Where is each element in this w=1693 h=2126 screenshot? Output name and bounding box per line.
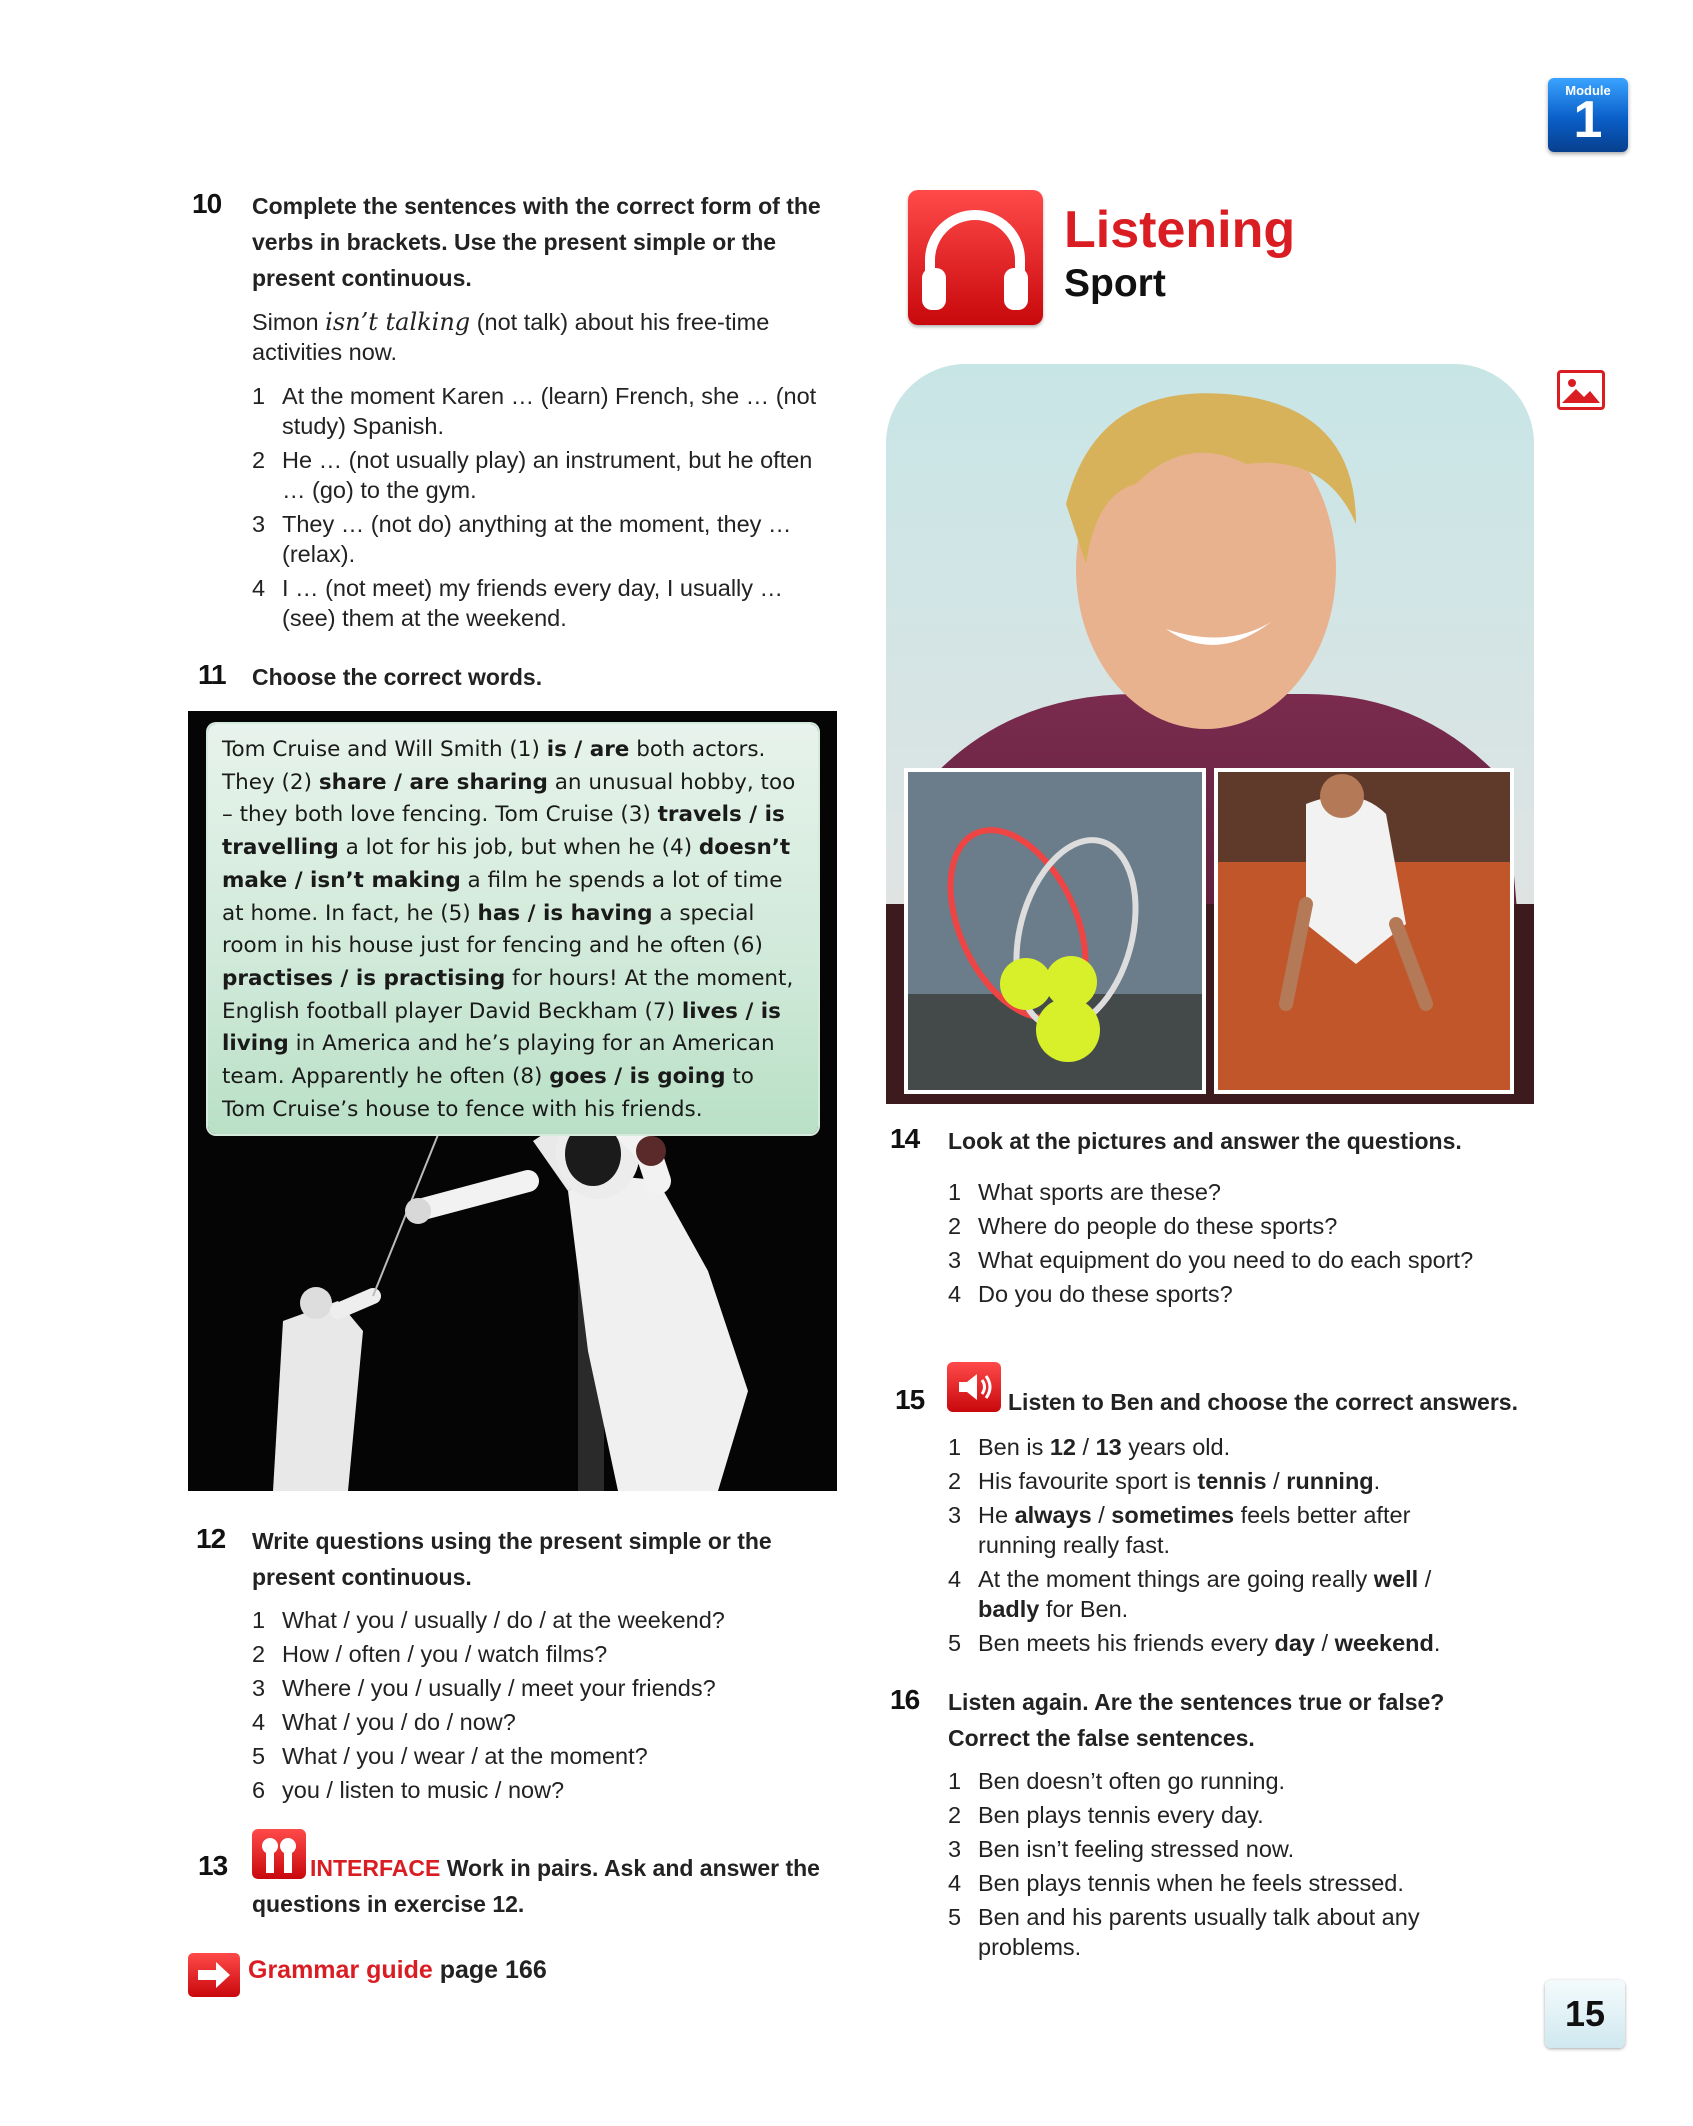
text-segment: Tom Cruise and Will Smith (1) <box>222 737 547 762</box>
module-badge <box>1548 78 1628 152</box>
module-number: 1 <box>1573 91 1603 149</box>
item-text <box>978 1500 1488 1560</box>
headphones-icon <box>908 190 1043 325</box>
item-text: What equipment do you need to do each sport? <box>978 1247 1474 1273</box>
text-segment: in America and he’s playing for an American team. Apparently he often (8) <box>222 1031 775 1090</box>
text-segment: years old. <box>1121 1434 1231 1460</box>
item-number: 1 <box>948 1434 962 1460</box>
answer-option[interactable]: doesn’t make / isn’t making <box>222 835 791 893</box>
grammar-guide-label: Grammar guide <box>248 1956 433 1984</box>
text-segment: / <box>1266 1468 1287 1494</box>
text-segment: to Tom Cruise’s house to fence with his friends. <box>222 1064 754 1122</box>
list-item <box>948 1766 1488 1796</box>
item-text: you / listen to music / now? <box>282 1777 565 1803</box>
item-number: 2 <box>252 1641 266 1667</box>
section-title: Listening <box>1064 201 1296 259</box>
item-text: They … (not do) anything at the moment, they … (relax). <box>282 511 792 567</box>
list-item <box>252 1707 842 1737</box>
item-text: Where do people do these sports? <box>978 1213 1338 1239</box>
answer-option[interactable]: lives / is living <box>222 998 781 1057</box>
exercise-10-list <box>252 381 842 637</box>
list-item <box>948 1245 1488 1275</box>
text-segment: for Ben. <box>1039 1596 1129 1622</box>
list-item <box>948 1628 1488 1658</box>
exercise-12-list <box>252 1605 842 1809</box>
section-subtitle: Sport <box>1064 262 1166 305</box>
grammar-guide-link[interactable] <box>248 1956 547 1985</box>
text-segment: / <box>1418 1566 1432 1592</box>
item-number: 3 <box>252 511 266 537</box>
answer-option[interactable]: badly <box>978 1596 1040 1622</box>
item-number: 1 <box>252 383 266 409</box>
answer-option[interactable]: tennis <box>1197 1468 1267 1494</box>
list-item <box>252 381 842 441</box>
item-text: What sports are these? <box>978 1179 1221 1205</box>
answer-option[interactable]: practises / is practising <box>222 965 506 991</box>
answer-option[interactable]: running <box>1286 1468 1374 1494</box>
item-number: 2 <box>252 447 266 473</box>
exercise-16-number: 16 <box>890 1684 920 1715</box>
text-segment: a lot for his job, but when he (4) <box>338 835 699 861</box>
list-item <box>948 1564 1488 1624</box>
item-text: Ben doesn’t often go running. <box>978 1768 1286 1794</box>
list-item <box>948 1800 1488 1830</box>
exercise-11-number: 11 <box>198 659 226 690</box>
text-segment: a special room in his house just for fencing and he often (6) <box>222 900 763 959</box>
list-item <box>948 1834 1488 1864</box>
exercise-13-instruction <box>252 1850 842 1922</box>
item-text: Do you do these sports? <box>978 1281 1233 1307</box>
item-number: 3 <box>252 1675 266 1701</box>
item-number: 5 <box>252 1743 266 1769</box>
item-text <box>978 1628 1488 1658</box>
answer-option[interactable]: day <box>1274 1630 1315 1656</box>
text-segment: Ben is <box>978 1434 1050 1460</box>
reading-text-box <box>208 724 818 1134</box>
answer-option[interactable]: travels / is travelling <box>222 802 785 861</box>
item-number: 4 <box>948 1281 962 1307</box>
exercise-14-instruction: Look at the pictures and answer the questions. <box>948 1128 1462 1154</box>
item-text: What / you / usually / do / at the weekend? <box>282 1607 725 1633</box>
exercise-15-number: 15 <box>895 1384 925 1415</box>
list-item <box>252 1639 842 1669</box>
item-number: 6 <box>252 1777 266 1803</box>
answer-option[interactable]: goes / is going <box>549 1064 726 1090</box>
item-number: 1 <box>948 1179 962 1205</box>
item-number: 4 <box>252 1709 266 1735</box>
reading-text <box>222 737 795 1122</box>
list-item <box>948 1500 1488 1560</box>
exercise-14-number: 14 <box>890 1123 920 1154</box>
list-item <box>252 1673 842 1703</box>
module-label: Module <box>1565 83 1611 98</box>
item-text: Ben plays tennis every day. <box>978 1802 1264 1828</box>
item-text: At the moment Karen … (learn) French, she … (not study) Spanish. <box>282 383 817 439</box>
list-item <box>948 1466 1488 1496</box>
exercise-13-number: 13 <box>198 1850 228 1881</box>
text-segment: / <box>1075 1434 1096 1460</box>
list-item <box>948 1177 1488 1207</box>
exercise-12-number: 12 <box>196 1523 226 1554</box>
example-after: (not talk) about his free-time activities now. <box>252 309 770 365</box>
item-text: What / you / wear / at the moment? <box>282 1743 648 1769</box>
list-item <box>252 1741 842 1771</box>
exercise-10-instruction: Complete the sentences with the correct form of the verbs in brackets. Use the present simple or the present continuous. <box>252 193 821 291</box>
answer-option[interactable]: always <box>1014 1502 1092 1528</box>
text-segment: . <box>1373 1468 1381 1494</box>
item-text: What / you / do / now? <box>282 1709 516 1735</box>
answer-option[interactable]: 13 <box>1095 1434 1122 1460</box>
list-item <box>252 1775 842 1805</box>
text-segment: a film he spends a lot of time at home. In fact, he (5) <box>222 867 783 926</box>
text-segment: an unusual hobby, too – they both love fencing. Tom Cruise (3) <box>222 769 796 828</box>
exercise-11-instruction: Choose the correct words. <box>252 664 543 690</box>
exercise-12-instruction: Write questions using the present simple or the present continuous. <box>252 1528 772 1590</box>
item-number: 3 <box>948 1502 962 1528</box>
exercise-14-list <box>948 1177 1488 1313</box>
item-text: He … (not usually play) an instrument, but he often … (go) to the gym. <box>282 447 813 503</box>
list-item <box>252 509 842 569</box>
answer-option[interactable]: share / are sharing <box>318 769 548 795</box>
item-number: 3 <box>948 1836 962 1862</box>
item-number: 2 <box>948 1802 962 1828</box>
text-segment: / <box>1315 1630 1335 1656</box>
exercise-15-list <box>948 1432 1488 1662</box>
audio-icon[interactable] <box>947 1362 1001 1412</box>
exercise-13-text: Work in pairs. Ask and answer the questions in exercise 12. <box>252 1855 820 1917</box>
text-segment: for hours! At the moment, English football player David Beckham (7) <box>222 965 794 1024</box>
item-number: 4 <box>948 1870 962 1896</box>
list-item <box>948 1211 1488 1241</box>
item-text <box>978 1432 1488 1462</box>
item-number: 2 <box>948 1213 962 1239</box>
answer-option[interactable]: 12 <box>1049 1434 1076 1460</box>
exercise-10-example <box>252 307 842 367</box>
list-item <box>252 445 842 505</box>
exercise-15-instruction: Listen to Ben and choose the correct answers. <box>1008 1389 1518 1415</box>
item-number: 2 <box>948 1468 962 1494</box>
item-text: I … (not meet) my friends every day, I usually … (see) them at the weekend. <box>282 575 784 631</box>
example-before: Simon <box>252 309 326 335</box>
item-text <box>978 1466 1488 1496</box>
exercise-16-list <box>948 1766 1488 1966</box>
item-number: 4 <box>948 1566 962 1592</box>
text-segment: feels better after running really fast. <box>978 1502 1411 1558</box>
exercise-10-number: 10 <box>192 188 222 219</box>
item-number: 3 <box>948 1247 962 1273</box>
list-item <box>252 1605 842 1635</box>
text-segment: both actors. They (2) <box>222 737 766 795</box>
item-text: Where / you / usually / meet your friends? <box>282 1675 716 1701</box>
item-text: Ben isn’t feeling stressed now. <box>978 1836 1295 1862</box>
text-segment: His favourite sport is <box>978 1468 1198 1494</box>
answer-option[interactable]: well <box>1373 1566 1419 1592</box>
text-segment: He <box>978 1502 1015 1528</box>
image-icon <box>1557 370 1605 410</box>
text-segment: Ben meets his friends every <box>978 1630 1275 1656</box>
answer-option[interactable]: has / is having <box>477 900 653 926</box>
item-number: 4 <box>252 575 266 601</box>
item-number: 1 <box>252 1607 266 1633</box>
list-item <box>252 573 842 633</box>
text-segment: / <box>1091 1502 1112 1528</box>
item-text: Ben plays tennis when he feels stressed. <box>978 1870 1404 1896</box>
item-number: 1 <box>948 1768 962 1794</box>
item-text <box>978 1564 1488 1624</box>
list-item <box>948 1868 1488 1898</box>
item-text: How / often / you / watch films? <box>282 1641 608 1667</box>
list-item <box>948 1279 1488 1309</box>
text-segment: . <box>1433 1630 1441 1656</box>
page-number: 15 <box>1545 1980 1625 2048</box>
sport-photos-illustration <box>886 364 1534 1104</box>
exercise-16-instruction: Listen again. Are the sentences true or false? Correct the false sentences. <box>948 1689 1445 1751</box>
answer-option[interactable]: is / are <box>546 737 630 762</box>
sport-photos <box>886 364 1534 1104</box>
interface-label: INTERFACE <box>310 1855 441 1881</box>
grammar-guide-page: page 166 <box>432 1956 547 1984</box>
item-number: 5 <box>948 1630 962 1656</box>
item-number: 5 <box>948 1904 962 1930</box>
item-text: Ben and his parents usually talk about any problems. <box>978 1904 1420 1960</box>
list-item <box>948 1432 1488 1462</box>
list-item <box>948 1902 1488 1962</box>
arrow-icon <box>188 1953 240 1997</box>
answer-option[interactable]: weekend <box>1334 1630 1434 1656</box>
text-segment: At the moment things are going really <box>978 1566 1374 1592</box>
example-answer: isn’t talking <box>325 308 471 336</box>
answer-option[interactable]: sometimes <box>1111 1502 1235 1528</box>
